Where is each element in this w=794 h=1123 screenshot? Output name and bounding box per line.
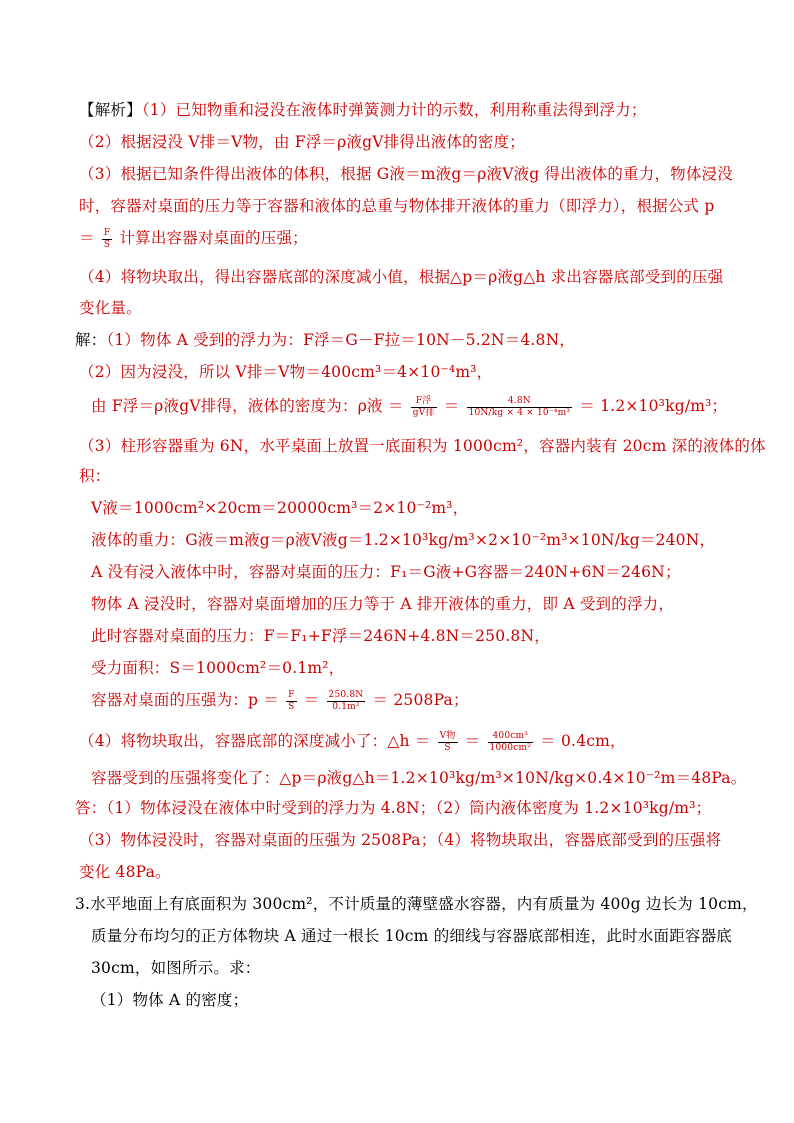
density-fraction-2: $\frac{4.8N}{\text{10N/kg × 4 × 10⁻⁴m³}}$ <box>468 395 571 418</box>
analysis-line-2: （2）根据浸没 V排＝V物，由 F浮＝ρ液gV排得出液体的密度； <box>79 133 525 151</box>
pressure-fraction-1: $\frac{F}{S}$ <box>288 689 295 712</box>
solution-line-9: 物体 A 浸没时，容器对桌面增加的压力等于 A 排开液体的重力，即 A 受到的浮力， <box>91 595 675 613</box>
analysis-line-3: （3）根据已知条件得出液体的体积，根据 G液＝m液g＝ρ液V液g 得出液体的重力，物体浸没 <box>79 165 733 183</box>
depth-fraction-2: $\frac{\text{400cm³}}{\text{1000cm²}}$ <box>489 730 532 753</box>
solution-line-12: 容器对桌面的压强为：p ＝ $\frac{F}{S}$ ＝ $\frac{250.8N}{\text{0.1m²}}$ ＝ 2508Pa； <box>91 689 469 712</box>
analysis-label: 【解析】 <box>79 101 142 119</box>
solution-line-5: 积： <box>79 467 111 485</box>
answer-line-1: 答：（1）物体浸没在液体中时受到的浮力为 4.8N；（2）筒内液体密度为 1.2×10³kg/m³； <box>75 799 712 817</box>
density-fraction-1: $\frac{\text{F浮}}{\text{gV排}}$ <box>412 395 435 418</box>
solution-line-1: 解：（1）物体 A 受到的浮力为：F浮＝G－F拉＝10N－5.2N＝4.8N， <box>75 331 576 349</box>
depth-fraction-1: $\frac{\text{V物}}{S}$ <box>439 730 456 753</box>
analysis-line-4: 时，容器对桌面的压力等于容器和液体的总重与物体排开液体的重力（即浮力），根据公式 p <box>79 197 715 215</box>
question-3-line-1: 3.水平地面上有底面积为 300cm²，不计质量的薄壁盛水容器，内有质量为 400g 边长为 10cm， <box>75 895 758 913</box>
solution-line-6: V液＝1000cm²×20cm＝20000cm³＝2×10⁻²m³， <box>91 499 469 517</box>
analysis-line-7: 变化量。 <box>79 299 142 317</box>
pressure-fraction-2: $\frac{250.8N}{\text{0.1m²}}$ <box>328 689 364 712</box>
answer-line-2: （3）物体浸没时，容器对桌面的压强为 2508Pa；（4）将物块取出，容器底部受到的压强将 <box>79 831 722 849</box>
solution-line-10: 此时容器对桌面的压力：F＝F₁+F浮＝246N+4.8N＝250.8N， <box>91 627 550 645</box>
question-3-subquestion-1: （1）物体 A 的密度； <box>91 991 249 1009</box>
solution-line-7: 液体的重力：G液＝m液g＝ρ液V液g＝1.2×10³kg/m³×2×10⁻²m³×10N/kg＝240N， <box>91 531 716 549</box>
solution-line-8: A 没有浸入液体中时，容器对桌面的压力：F₁＝G液+G容器＝240N+6N＝246N； <box>91 563 681 581</box>
solution-line-14: 容器受到的压强将变化了：△p＝ρ液g△h＝1.2×10³kg/m³×10N/kg×0.4×10⁻²m＝48Pa。 <box>91 769 747 787</box>
question-3-line-3: 30cm，如图所示。求： <box>91 959 261 977</box>
solution-line-2: （2）因为浸没，所以 V排＝V物＝400cm³＝4×10⁻⁴m³， <box>79 363 493 381</box>
solution-line-3: 由 F浮＝ρ液gV排得，液体的密度为：ρ液 ＝ $\frac{\text{F浮}}{\text{gV排}}$ ＝ $\frac{4.8N}{\text{10N/kg × 4 × 10⁻⁴m³}}$ ＝ 1.2×10³kg/m³； <box>91 395 728 418</box>
formula-fraction: $\frac{F}{S}$ <box>103 227 111 250</box>
answer-line-3: 变化 48Pa。 <box>79 863 171 881</box>
analysis-line-1: 【解析】（1）已知物重和浸没在液体时弹簧测力计的示数，利用称重法得到浮力； <box>79 101 647 119</box>
solution-line-4: （3）柱形容器重为 6N，水平桌面上放置一底面积为 1000cm²，容器内装有 20cm 深的液体的体 <box>79 437 766 455</box>
analysis-line-6: （4）将物块取出，得出容器底部的深度减小值，根据△p＝ρ液g△h 求出容器底部受到的压强 <box>79 268 724 286</box>
solution-prefix: 解： <box>75 331 107 349</box>
solution-line-11: 受力面积：S＝1000cm²＝0.1m²， <box>91 659 345 677</box>
analysis-line-5: ＝ $\frac{F}{S}$ 计算出容器对桌面的压强； <box>79 227 308 250</box>
solution-line-13: （4）将物块取出，容器底部的深度减小了：△h ＝ $\frac{\text{V物}}{S}$ ＝ $\frac{\text{400cm³}}{\text{1000cm²}}$ ＝ 0.4cm， <box>79 730 626 753</box>
question-3-line-2: 质量分布均匀的正方体物块 A 通过一根长 10cm 的细线与容器底部相连，此时水面距容器底 <box>91 927 733 945</box>
